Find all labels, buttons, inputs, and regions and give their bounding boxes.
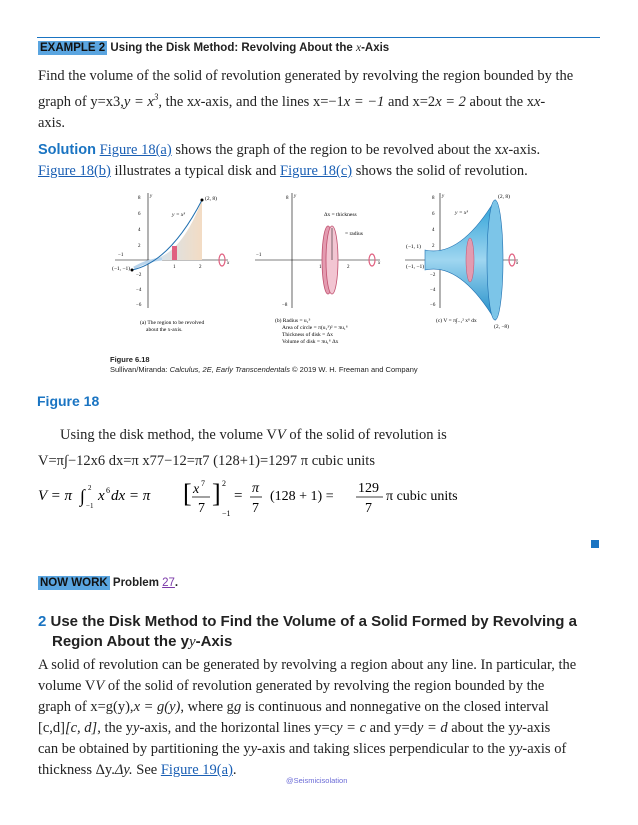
figure-credit (110, 365, 418, 375)
math-inline: y (250, 741, 258, 757)
svg-text:−8: −8 (282, 303, 288, 308)
figure-graphics (110, 188, 520, 358)
eq-part: 129 (358, 481, 379, 496)
example-title: Using the Disk Method: Revolving About the (110, 42, 353, 54)
problem-paragraph (38, 66, 600, 134)
figure-number: Figure 6.18 (110, 355, 150, 364)
caption-a-1: (a) The region to be revolved (140, 320, 205, 326)
text-run: and x=2 (384, 93, 436, 110)
point-label: (−1, 1) (406, 244, 422, 250)
example-badge: EXAMPLE 2 (40, 42, 106, 54)
solution-line-2 (38, 161, 600, 182)
header-rule (37, 37, 600, 38)
figure-6-18 (110, 188, 520, 370)
point-label: (2, 8) (498, 194, 510, 200)
eq-part: 7 (201, 479, 205, 488)
text-run: . (174, 577, 179, 589)
solution-label: Solution (38, 142, 96, 158)
figure-18-label: Figure 18 (37, 393, 100, 409)
math-inline: x (533, 93, 541, 110)
tick-label: −1 (118, 253, 124, 258)
math-inline: y = x (123, 93, 154, 110)
tick-label: 1 (173, 265, 176, 270)
point-label: (−1, −1) (112, 266, 131, 272)
credit-book: Calculus, 2E, Early Transcendentals (169, 365, 290, 374)
math-inline: x (501, 142, 509, 158)
svg-text:2: 2 (432, 244, 435, 249)
eq-limit: −1 (222, 509, 231, 518)
point-label: (2, 8) (205, 196, 217, 202)
svg-text:x: x (516, 261, 519, 266)
math-inline: y (515, 720, 523, 736)
math-inline: y = d (416, 720, 448, 736)
caption-b-4: Volume of disk = πu₁⁶ Δx (282, 339, 339, 345)
text-run: -axis, and the lines x=−1 (200, 93, 344, 110)
solution-paragraph (38, 140, 600, 182)
eq-limit: 2 (222, 479, 226, 488)
para-line (38, 697, 600, 718)
para-line: A solid of revolution can be generated by revolving a region about any line. In particular, the (38, 657, 577, 673)
text-run: - (540, 93, 546, 110)
svg-text:2: 2 (347, 265, 350, 270)
section-title: -Axis (195, 633, 233, 650)
solid-of-revolution (425, 200, 495, 320)
svg-text:x: x (227, 261, 230, 266)
example-heading (38, 42, 389, 54)
tick-label: −2 (136, 273, 142, 278)
tick-label: 2 (138, 244, 141, 249)
svg-text:4: 4 (432, 228, 435, 233)
svg-text:−4: −4 (430, 288, 436, 293)
math-inline: y (515, 741, 523, 757)
text-run: of the solid of revolution is (285, 427, 447, 443)
bracket: ] (212, 479, 221, 508)
panel-c (405, 193, 519, 330)
now-work (38, 577, 178, 589)
svg-text:y: y (294, 194, 297, 199)
section-title: Region About the y (52, 633, 189, 650)
example-title-tail: -Axis (361, 42, 390, 54)
text-run: illustrates a typical disk and (110, 163, 281, 179)
sample-rect (172, 246, 177, 260)
caption-c: (c) V = π∫₋₁² x⁶ dx (436, 318, 477, 324)
now-work-badge: NOW WORK (40, 577, 108, 589)
eq-part: (128 + 1) = (270, 489, 334, 504)
watermark: @Seismicisolation (286, 776, 348, 785)
integral-sign: ∫ (80, 486, 85, 506)
text-run: and y=d (366, 720, 417, 736)
math-inline: x = g(y) (133, 699, 181, 715)
text-run: , the x (158, 93, 195, 110)
eq-part: π cubic units (386, 489, 458, 504)
svg-text:x: x (378, 261, 381, 266)
text-run: volume V (38, 678, 96, 694)
svg-text:y: y (442, 194, 445, 199)
end-of-example-marker (591, 540, 599, 548)
tick-label: 4 (138, 228, 141, 233)
problem-line-1: Find the volume of the solid of revolution generated by revolving the region bounded by the (38, 68, 574, 84)
svg-text:1: 1 (319, 265, 322, 270)
math-inline: Δy. (114, 762, 133, 778)
text-run: , where g (180, 699, 234, 715)
eq-part: 7 (198, 501, 205, 516)
caption-b-2: Area of circle = π(u₁³)² = πu₁⁶ (282, 325, 348, 331)
math-inline: V (276, 427, 286, 443)
eq-limit: 2 (88, 484, 92, 492)
text-run: thickness Δy. (38, 762, 115, 778)
text-run: , the y (97, 720, 134, 736)
para-line (38, 718, 600, 739)
text-run: can be obtained by partitioning the y (38, 741, 251, 757)
eq-part: 6 (106, 486, 110, 495)
curve-label: y = x³ (455, 210, 468, 216)
curve-label: y = x³ (172, 212, 185, 218)
panel-a (112, 193, 230, 333)
example-title-var: x (355, 42, 362, 54)
figure-footer (110, 355, 418, 375)
eq-part: 7 (365, 501, 372, 516)
svg-text:−6: −6 (430, 303, 436, 308)
eq-part: π (252, 481, 260, 496)
tick-label: −6 (136, 303, 142, 308)
text-run: . (232, 762, 237, 778)
text-run: shows the graph of the region to be revolved about the x (171, 142, 502, 158)
tick-label: 2 (199, 265, 202, 270)
tick-label: 6 (138, 212, 141, 217)
text-run: about the x (465, 93, 534, 110)
figure-19a-link[interactable]: Figure 19(a) (160, 762, 233, 778)
point-label: (−1, −1) (406, 264, 425, 270)
math-inline: [c, d] (64, 720, 98, 736)
text-run: -axis (522, 720, 551, 736)
figure-18a-link[interactable]: Figure 18(a) (99, 142, 172, 158)
math-inline: y (188, 634, 196, 650)
problem-line-2 (38, 87, 600, 113)
para-line (38, 676, 600, 697)
eq-part: = (234, 488, 243, 504)
text-run: See (132, 762, 161, 778)
y-axis-paragraph (38, 655, 600, 781)
svg-text:−1: −1 (256, 253, 262, 258)
text-run: -axis and taking slices perpendicular to the y (257, 741, 516, 757)
disk-method-sentence (60, 425, 600, 446)
solution-line-1 (38, 140, 600, 161)
math-exp: 3 (153, 92, 159, 102)
eq-part: 7 (252, 501, 259, 516)
text-run: -axis, and the horizontal lines y=c (139, 720, 337, 736)
text-run: -axis of (522, 741, 567, 757)
figure-18b-link[interactable]: Figure 18(b) (38, 163, 111, 179)
credit-text: Sullivan/Miranda: (110, 365, 170, 374)
eq-part: x (193, 482, 200, 497)
svg-text:8: 8 (432, 196, 435, 201)
credit-text: © 2019 W. H. Freeman and Company (289, 365, 418, 374)
text-run: about the y (447, 720, 516, 736)
para-line (38, 739, 600, 760)
tick-label: 8 (138, 196, 141, 201)
text-run: [c,d] (38, 720, 65, 736)
caption-b-3: Thickness of disk = Δx (282, 332, 333, 338)
svg-text:y: y (150, 194, 153, 199)
equation-svg (38, 478, 458, 520)
section-heading (38, 612, 598, 652)
point-label: (2, −8) (494, 324, 510, 330)
figure-18c-link[interactable]: Figure 18(c) (280, 163, 353, 179)
panel-b (255, 193, 381, 345)
math-inline: y (133, 720, 140, 736)
math-inline: x (194, 93, 201, 110)
caption-b-1: (b) Radius = u₁³ (275, 318, 311, 324)
text-run: Using the disk method, the volume V (60, 427, 277, 443)
now-work-text: Problem (109, 577, 163, 589)
svg-text:−2: −2 (430, 273, 436, 278)
caption-a-2: about the x-axis. (146, 327, 183, 333)
math-inline: x = −1 (343, 93, 385, 110)
svg-text:8: 8 (286, 196, 289, 201)
radius-label: = radius (345, 231, 363, 237)
plain-equation: V=π∫−12x6 dx=π x77−12=π7 (128+1)=1297 π cubic units (38, 453, 375, 469)
math-inline: y = c (336, 720, 367, 736)
eq-limit: −1 (86, 502, 94, 510)
eq-part: dx = π (111, 488, 151, 504)
text-run: shows the solid of revolution. (352, 163, 528, 179)
tick-label: −4 (136, 288, 142, 293)
eq-part: V = π (38, 488, 73, 504)
text-run: graph of x=g(y), (38, 699, 134, 715)
text-run: -axis. (508, 142, 541, 158)
math-inline: g (233, 699, 242, 715)
section-title: Use the Disk Method to Find the Volume of a Solid Formed by Revolving a (46, 613, 577, 630)
svg-text:6: 6 (432, 212, 435, 217)
text-run: of the solid of revolution generated by revolving the region bounded by the (104, 678, 545, 694)
problem-27-link[interactable]: 27 (162, 577, 175, 589)
eq-part: x (98, 488, 105, 504)
problem-line-3: axis. (38, 114, 65, 131)
text-run: is continuous and nonnegative on the closed interval (241, 699, 549, 715)
bracket: [ (183, 479, 192, 508)
text-run: graph of y=x3, (38, 93, 124, 110)
section-number: 2 (38, 613, 47, 630)
display-equation (38, 478, 458, 525)
thickness-label: Δx = thickness (324, 212, 357, 218)
math-inline: x = 2 (435, 93, 466, 110)
math-inline: V (95, 678, 105, 694)
